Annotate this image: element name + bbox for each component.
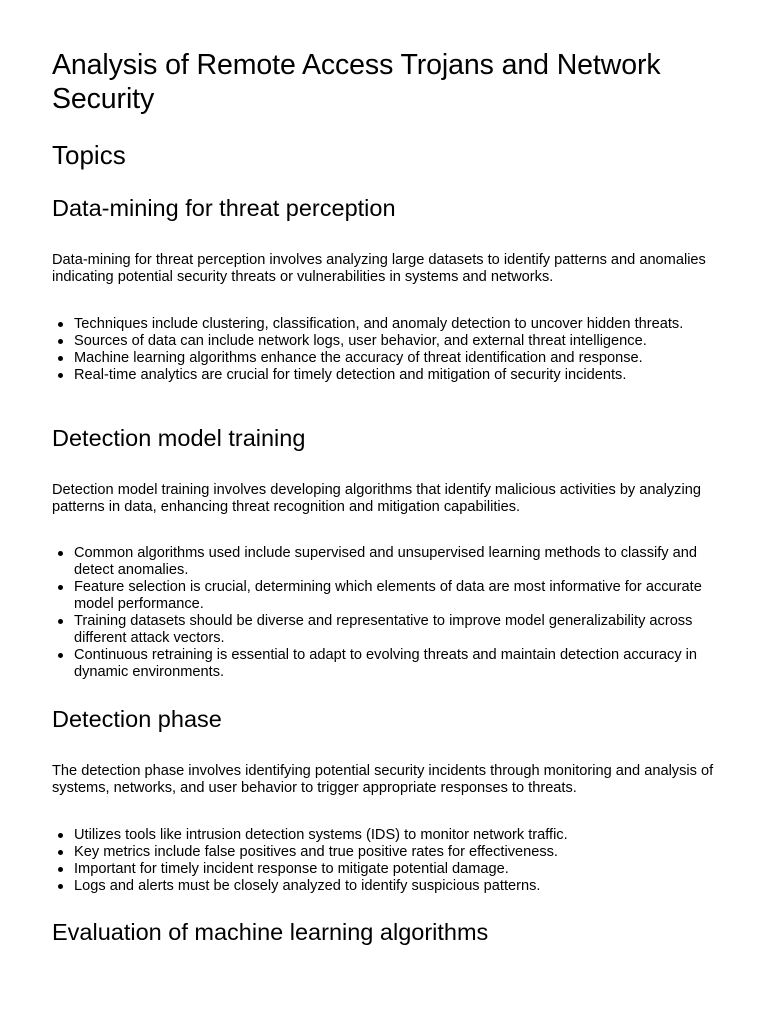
section-intro-data-mining: Data-mining for threat perception involves analyzing large datasets to identify patterns and anomalies indicating potential security threats or vulnerabilities in systems and networks. bbox=[52, 252, 706, 285]
section-intro-detection-phase: The detection phase involves identifying potential security incidents through monitoring and analysis of systems, networks, and user behavior to trigger appropriate responses to threats. bbox=[52, 763, 714, 796]
list-item: Logs and alerts must be closely analyzed to identify suspicious patterns. bbox=[74, 878, 732, 895]
list-item: Key metrics include false positives and true positive rates for effectiveness. bbox=[74, 844, 732, 861]
document-title: Analysis of Remote Access Trojans and Network Security bbox=[52, 49, 661, 115]
list-item: Utilizes tools like intrusion detection systems (IDS) to monitor network traffic. bbox=[74, 827, 732, 844]
list-item: Sources of data can include network logs, user behavior, and external threat intelligence. bbox=[74, 333, 732, 350]
bullet-list-detection-model-training bbox=[52, 545, 732, 681]
list-item: Techniques include clustering, classification, and anomaly detection to uncover hidden threats. bbox=[74, 316, 732, 333]
section-intro-detection-model-training: Detection model training involves developing algorithms that identify malicious activities by analyzing patterns in data, enhancing threat recognition and mitigation capabilities. bbox=[52, 482, 701, 515]
section-heading-detection-phase: Detection phase bbox=[52, 706, 222, 732]
bullet-list-detection-phase bbox=[52, 827, 732, 895]
list-item: Continuous retraining is essential to adapt to evolving threats and maintain detection accuracy in dynamic environments. bbox=[74, 647, 732, 681]
list-item: Machine learning algorithms enhance the accuracy of threat identification and response. bbox=[74, 350, 732, 367]
list-item: Real-time analytics are crucial for timely detection and mitigation of security incidents. bbox=[74, 367, 732, 384]
section-heading-data-mining: Data-mining for threat perception bbox=[52, 195, 396, 221]
list-item: Important for timely incident response to mitigate potential damage. bbox=[74, 861, 732, 878]
bullet-list-data-mining bbox=[52, 316, 732, 384]
section-heading-evaluation-ml-algorithms: Evaluation of machine learning algorithms bbox=[52, 919, 489, 945]
list-item: Feature selection is crucial, determining which elements of data are most informative for accurate model performance. bbox=[74, 579, 732, 613]
section-heading-detection-model-training: Detection model training bbox=[52, 425, 306, 451]
list-item: Training datasets should be diverse and representative to improve model generalizability across different attack vectors. bbox=[74, 613, 732, 647]
list-item: Common algorithms used include supervised and unsupervised learning methods to classify and detect anomalies. bbox=[74, 545, 732, 579]
topics-heading: Topics bbox=[52, 140, 126, 170]
